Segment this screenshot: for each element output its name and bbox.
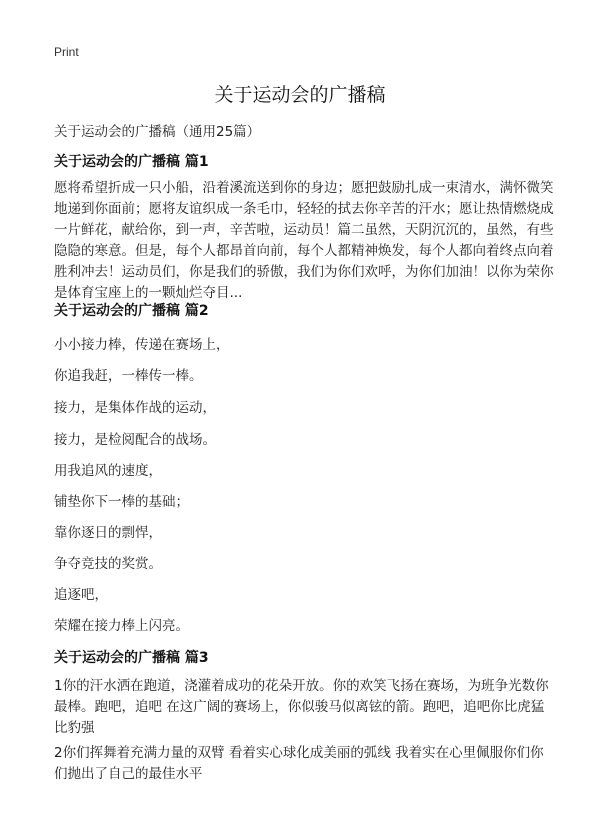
section-2-heading: 关于运动会的广播稿 篇2 (54, 303, 209, 319)
poem-line: 你追我赶，一棒传一棒。 (54, 368, 203, 384)
section-1-body: 愿将希望折成一只小船，沿着溪流送到你的身边；愿把鼓励扎成一束清水，满怀微笑地递到你面前；愿将友谊织成一条毛巾，轻轻的拭去你辛苦的汗水；愿让热情燃烧成一片鲜花，献给你，到一声，辛苦啦，运动员！篇二虽然，天阴沉沉的，虽然，有些隐隐的寒意。但是，每个人都昂首向前，每个人都精神焕发，每个人都向着终点向着胜利冲去！运动员们，你是我们的骄傲，我们为你们欢呼，为你们加油！以你为荣你是体育宝座上的一颗灿烂夺目... (54, 180, 554, 301)
section-3-paragraph-1: 1你的汗水洒在跑道，浇灌着成功的花朵开放。你的欢笑飞扬在赛场，为班争光数你最棒。跑吧，追吧 在这广阔的赛场上，你似骏马似离铉的箭。跑吧，追吧你比虎猛比豹强 (54, 678, 549, 736)
poem-line: 小小接力棒，传递在赛场上， (54, 337, 230, 353)
poem-line: 争夺竞技的奖赏。 (54, 556, 162, 572)
poem-line: 荣耀在接力棒上闪亮。 (54, 618, 189, 634)
section-3-paragraph-2: 2你们挥舞着充满力量的双臂 看着实心球化成美丽的弧线 我着实在心里佩服你们你们抛出了自己的最佳水平 (54, 745, 544, 782)
poem-line: 接力，是集体作战的运动， (54, 400, 216, 416)
print-link[interactable]: Print (54, 45, 79, 59)
poem-line: 接力，是检阅配合的战场。 (54, 432, 216, 448)
document-subtitle: 关于运动会的广播稿（通用25篇） (54, 124, 261, 140)
section-3-heading: 关于运动会的广播稿 篇3 (54, 650, 209, 666)
poem-line: 铺垫你下一棒的基础； (54, 494, 189, 510)
poem-line: 靠你逐日的剽悍， (54, 525, 162, 541)
document-title: 关于运动会的广播稿 (214, 84, 386, 106)
poem-line: 追逐吧， (54, 587, 108, 603)
section-1-heading: 关于运动会的广播稿 篇1 (54, 154, 209, 170)
poem-line: 用我追风的速度， (54, 463, 162, 479)
